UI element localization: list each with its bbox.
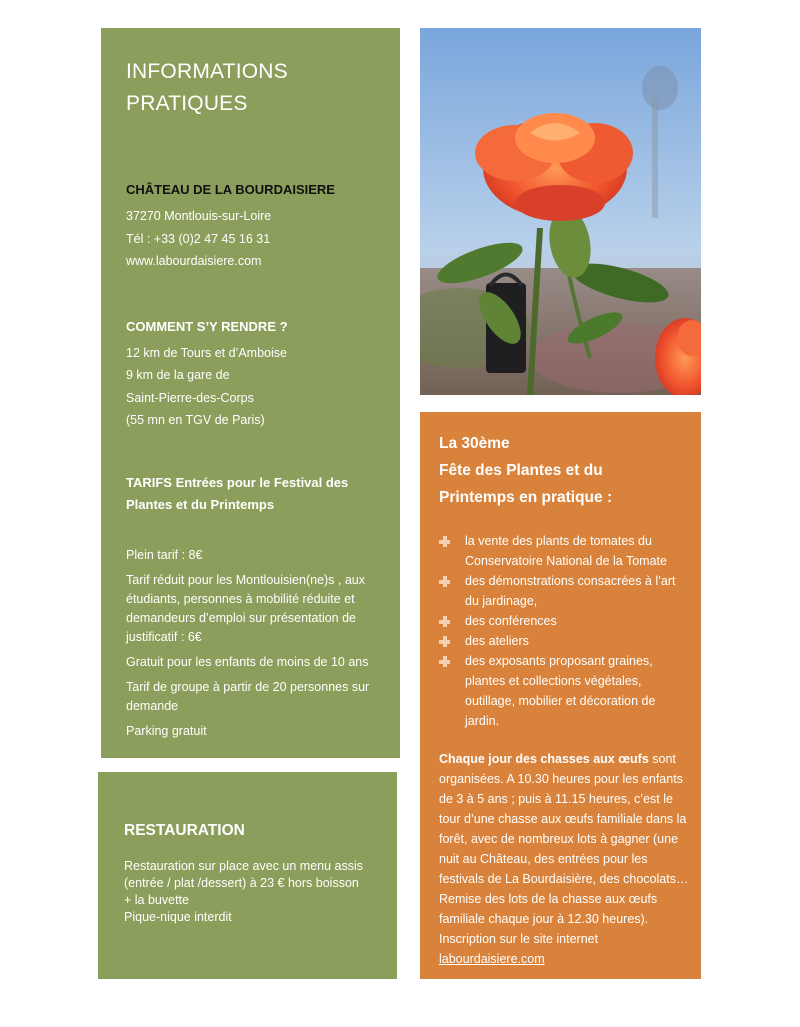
chasses-paragraph xyxy=(439,749,691,969)
chasses-text: sont organisées. A 10.30 heures pour les enfants de 3 à 5 ans ; puis à 11.15 heures, c’est le tour d’une chasse aux œufs familiale dans la forêt, avec de nombreux lots à gagner (une nuit au Château, des entrées pour les festivals de La Bourdaisière, des chocolats…Remise des lots de la chasse aux œufs familiale chaque jour à 12.30 heures). Inscription sur le site internet xyxy=(439,752,689,946)
restauration-panel xyxy=(98,772,397,979)
cross-icon xyxy=(439,636,450,647)
fete-bullet-list xyxy=(439,531,691,731)
list-item xyxy=(439,611,691,631)
restauration-line: + la buvette xyxy=(124,893,189,907)
chateau-phone: Tél : +33 (0)2 47 45 16 31 xyxy=(126,231,271,246)
fete-title-line2: Fête des Plantes et du xyxy=(439,462,603,479)
rose-photo xyxy=(420,28,701,395)
bullet-text: des exposants proposant graines, plantes et collections végétales, outillage, mobilier et décoration de jardin. xyxy=(465,654,656,728)
restauration-line: Restauration sur place avec un menu assis xyxy=(124,859,364,873)
tarif-item: Gratuit pour les enfants de moins de 10 ans xyxy=(126,654,369,669)
tarif-item: Parking gratuit xyxy=(126,723,207,738)
chateau-name: CHÂTEAU DE LA BOURDAISIERE xyxy=(126,182,335,197)
info-title-line2: PRATIQUES xyxy=(126,92,248,115)
list-item xyxy=(439,651,691,731)
list-item xyxy=(439,631,691,651)
fete-title-line1: La 30ème xyxy=(439,435,510,452)
cross-icon xyxy=(439,616,450,627)
tarif-item: Tarif réduit pour les Montlouisien(ne)s , aux étudiants, personnes à mobilité réduite et demandeurs d’emploi sur présentation de justificatif : 6€ xyxy=(126,572,366,644)
bullet-text: des ateliers xyxy=(465,634,529,648)
list-item xyxy=(439,571,691,611)
website-link[interactable]: labourdaisiere.com xyxy=(439,952,545,966)
directions-title: COMMENT S’Y RENDRE ? xyxy=(126,318,288,334)
directions-line: (55 mn en TGV de Paris) xyxy=(126,413,265,427)
bullet-text: des conférences xyxy=(465,614,557,628)
rose-photo-icon xyxy=(420,28,701,395)
bullet-text: des démonstrations consacrées à l’art du jardinage, xyxy=(465,574,676,608)
cross-icon xyxy=(439,656,450,667)
chateau-website[interactable]: www.labourdaisiere.com xyxy=(126,254,262,268)
chasses-bold: Chaque jour des chasses aux œufs xyxy=(439,752,649,766)
cross-icon xyxy=(439,536,450,547)
info-title-line1: INFORMATIONS xyxy=(126,60,288,83)
bullet-text: la vente des plants de tomates du Conservatoire National de la Tomate xyxy=(465,534,667,568)
fete-title-line3: Printemps en pratique : xyxy=(439,489,613,506)
directions-line: 12 km de Tours et d’Amboise xyxy=(126,345,287,360)
list-item xyxy=(439,531,691,571)
cross-icon xyxy=(439,576,450,587)
fete-panel xyxy=(420,412,701,979)
restauration-title: RESTAURATION xyxy=(124,822,245,839)
directions-line: 9 km de la gare de xyxy=(126,368,230,382)
directions-line: Saint-Pierre-des-Corps xyxy=(126,390,254,405)
tarifs-title-line1: TARIFS Entrées pour le Festival des xyxy=(126,474,349,490)
info-panel xyxy=(101,28,400,758)
tarif-item: Tarif de groupe à partir de 20 personnes sur demande xyxy=(126,679,370,713)
tarifs-title-line2: Plantes et du Printemps xyxy=(126,496,275,512)
restauration-line: Pique-nique interdit xyxy=(124,910,232,924)
restauration-line: (entrée / plat /dessert) à 23 € hors boisson xyxy=(124,876,359,890)
tarif-item: Plein tarif : 8€ xyxy=(126,547,203,562)
chateau-address: 37270 Montlouis-sur-Loire xyxy=(126,209,272,223)
